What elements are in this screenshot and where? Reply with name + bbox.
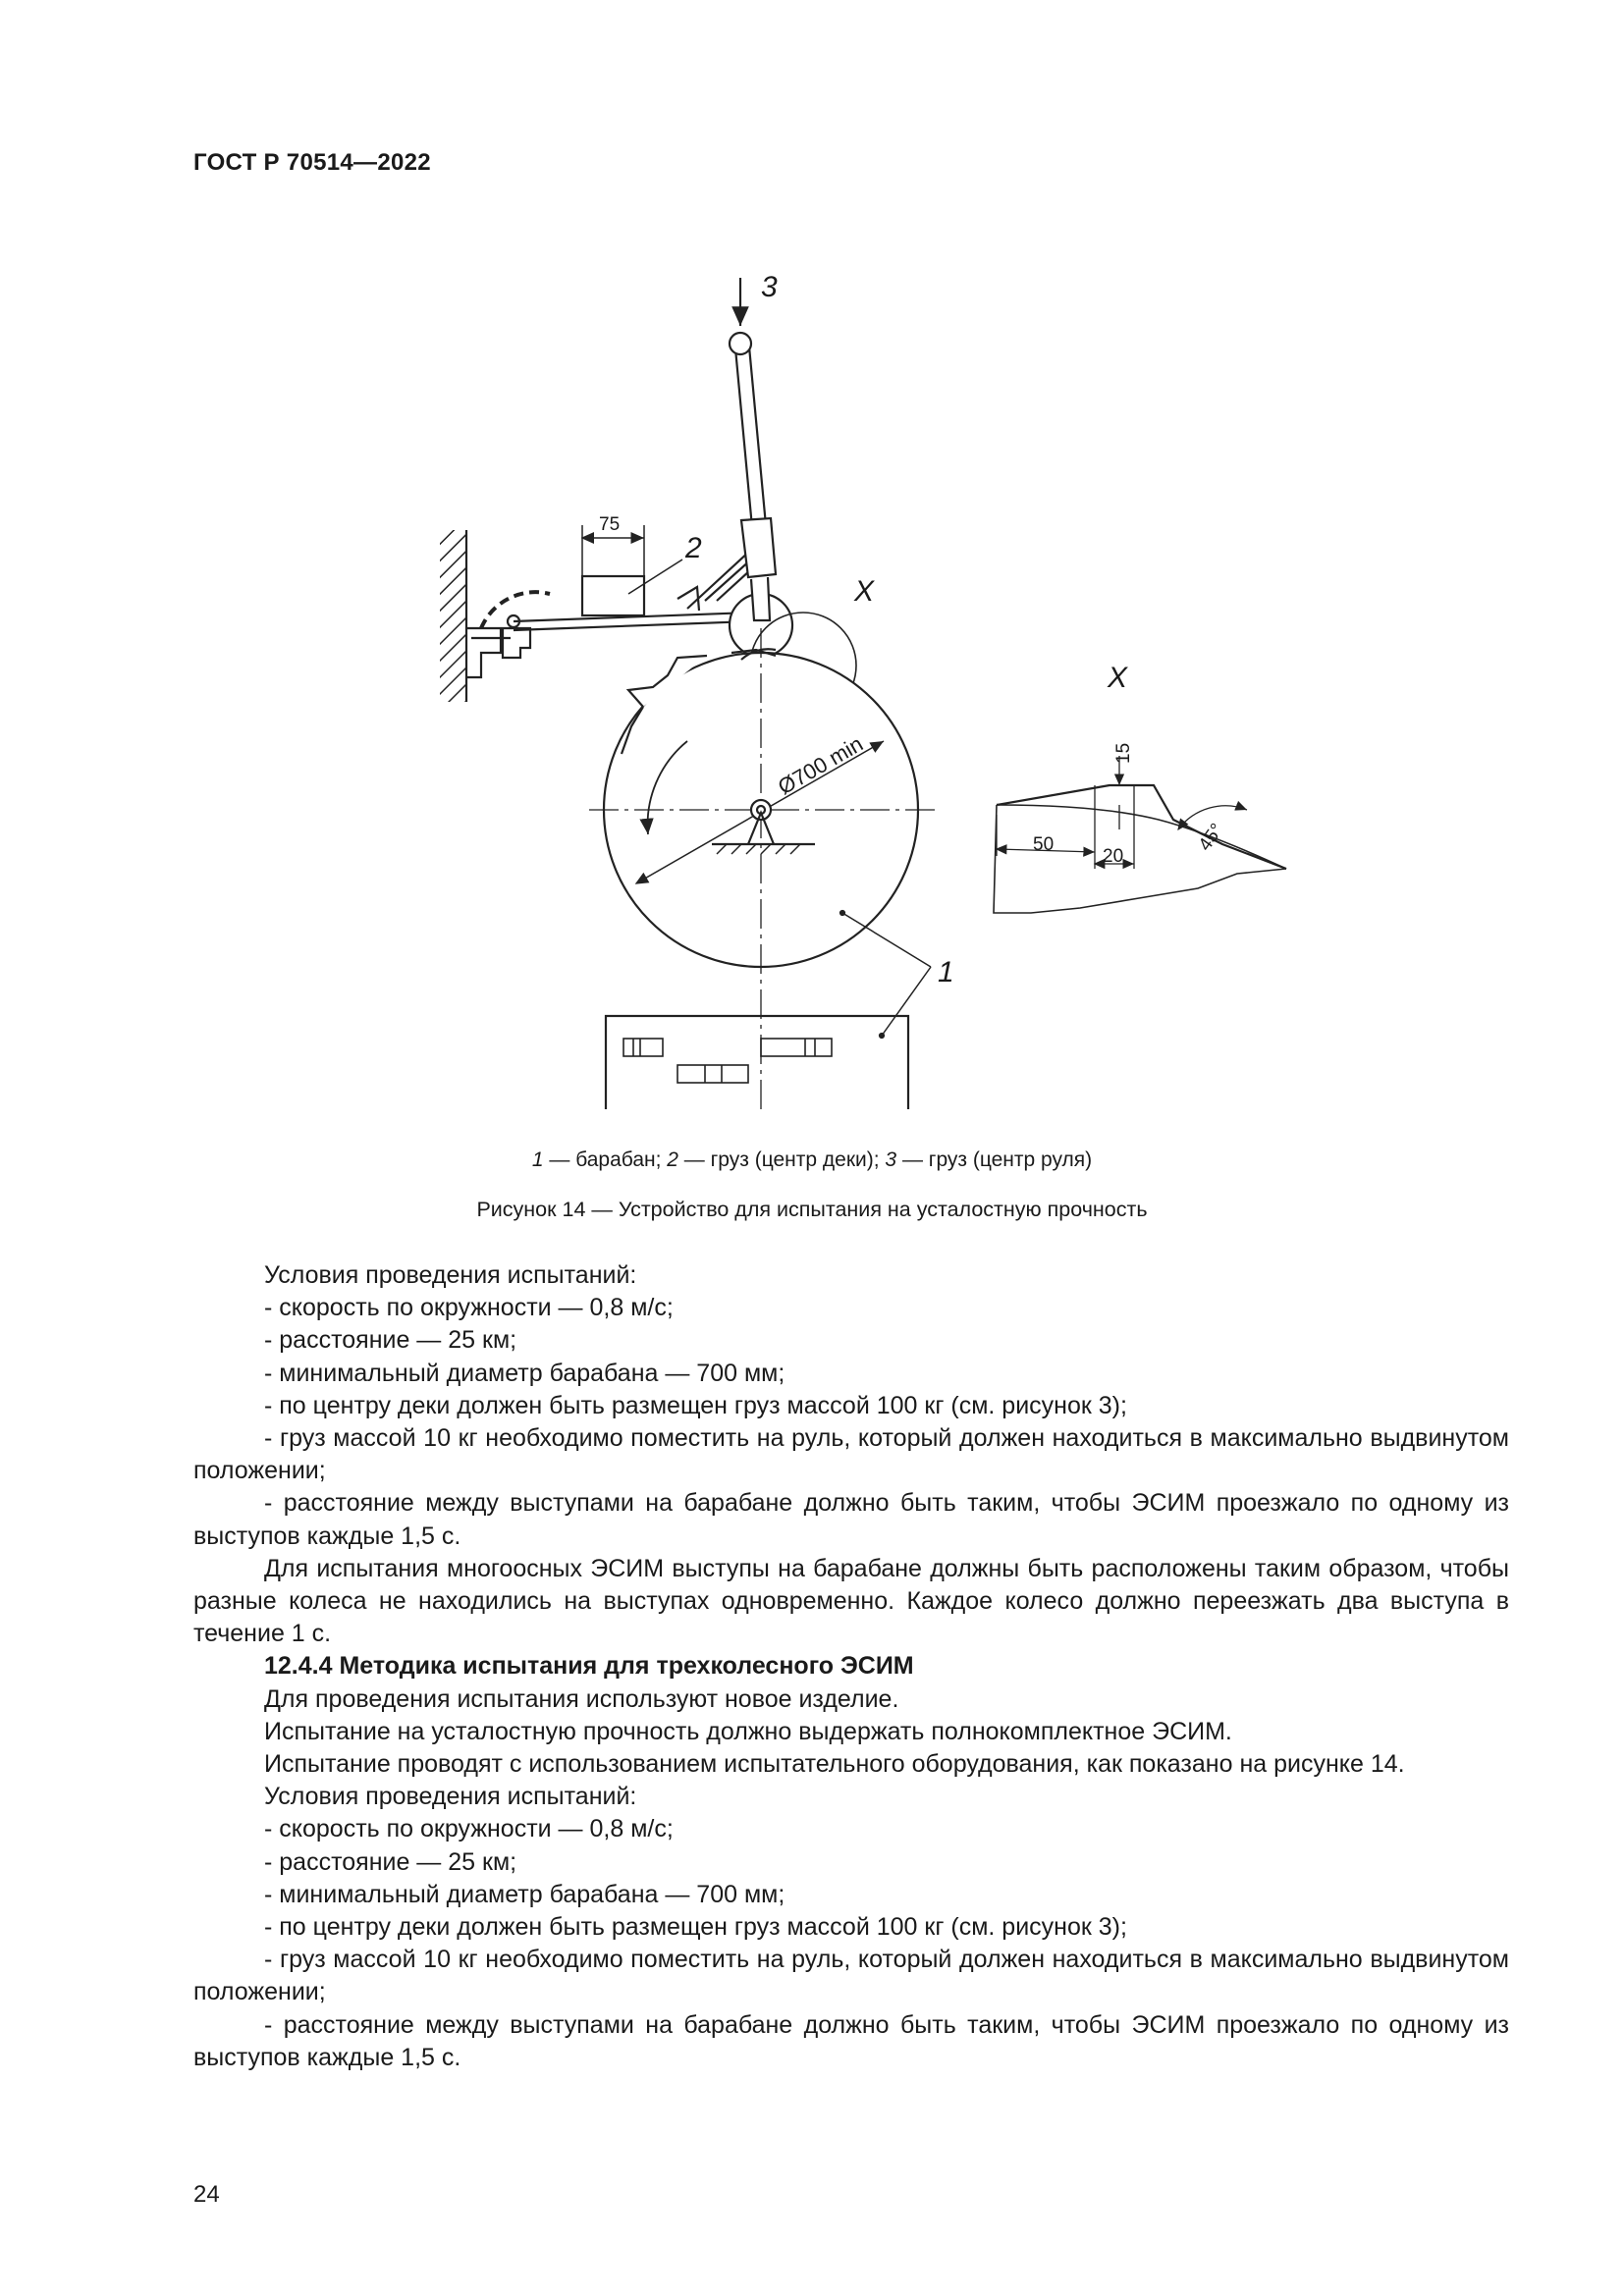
dim-20: 20 xyxy=(1103,846,1124,867)
paragraph: - груз массой 10 кг необходимо поместить на руль, который должен находиться в максимально выдвинутом положении; xyxy=(193,1946,1509,2006)
label-detail-x-title: X xyxy=(1108,662,1128,694)
paragraph: - расстояние — 25 км; xyxy=(264,1847,517,1876)
wall-support xyxy=(440,530,511,702)
page-number: 24 xyxy=(193,2181,220,2208)
paragraph: - скорость по окружности — 0,8 м/с; xyxy=(264,1294,674,1322)
fatigue-test-diagram xyxy=(0,0,1624,1109)
dim-45-degrees: 45° xyxy=(1194,820,1228,855)
paragraph: Условия проведения испытаний: xyxy=(264,1261,637,1289)
paragraph: Для испытания многоосных ЭСИМ выступы на барабане должны быть расположены таким образом, чтобы разные колеса не находились на выступах одновременно. Каждое колесо должно переезжать два выступа в течение 1 с. xyxy=(193,1554,1509,1648)
paragraph: Испытание на усталостную прочность должно выдержать полнокомплектное ЭСИМ. xyxy=(264,1717,1232,1745)
dim-75: 75 xyxy=(599,514,621,535)
dim-50: 50 xyxy=(1033,834,1055,855)
paragraph: - расстояние — 25 км; xyxy=(264,1326,517,1355)
label-item-2: 2 xyxy=(685,532,702,564)
paragraph: - расстояние между выступами на барабане должно быть таким, чтобы ЭСИМ проезжало по одному из выступов каждые 1,5 с. xyxy=(193,1489,1509,1550)
body-text xyxy=(193,1259,1509,2074)
document-header: ГОСТ Р 70514—2022 xyxy=(193,149,431,176)
label-detail-x: X xyxy=(854,575,875,608)
hinge-block xyxy=(503,628,530,658)
control-panel xyxy=(606,1016,908,1109)
handlebar-knob xyxy=(730,333,751,354)
paragraph: - скорость по окружности — 0,8 м/с; xyxy=(264,1815,674,1843)
figure-14 xyxy=(0,0,1624,1109)
label-item-3: 3 xyxy=(761,271,778,303)
paragraph: Для проведения испытания используют новое изделие. xyxy=(264,1684,899,1713)
section-heading: 12.4.4 Методика испытания для трехколесного ЭСИМ xyxy=(264,1652,914,1681)
paragraph: - минимальный диаметр барабана — 700 мм; xyxy=(264,1880,785,1908)
dim-diameter: Ø700 min xyxy=(774,730,868,800)
figure-legend: 1 — барабан; 2 — груз (центр деки); 3 — груз (центр руля) xyxy=(531,1148,1093,1171)
dim-15: 15 xyxy=(1113,742,1134,764)
paragraph: Условия проведения испытаний: xyxy=(264,1783,637,1811)
paragraph: - расстояние между выступами на барабане должно быть таким, чтобы ЭСИМ проезжало по одному из выступов каждые 1,5 с. xyxy=(193,2010,1509,2071)
paragraph: - по центру деки должен быть размещен груз массой 100 кг (см. рисунок 3); xyxy=(264,1391,1127,1419)
figure-title: Рисунок 14 — Устройство для испытания на усталостную прочность xyxy=(476,1198,1148,1221)
paragraph: Испытание проводят с использованием испытательного оборудования, как показано на рисунке 14. xyxy=(264,1750,1405,1779)
deck-weight xyxy=(582,576,644,615)
paragraph: - минимальный диаметр барабана — 700 мм; xyxy=(264,1359,785,1387)
paragraph: - по центру деки должен быть размещен груз массой 100 кг (см. рисунок 3); xyxy=(264,1913,1127,1942)
paragraph: - груз массой 10 кг необходимо поместить на руль, который должен находиться в максимально выдвинутом положении; xyxy=(193,1424,1509,1485)
label-item-1: 1 xyxy=(938,956,954,988)
